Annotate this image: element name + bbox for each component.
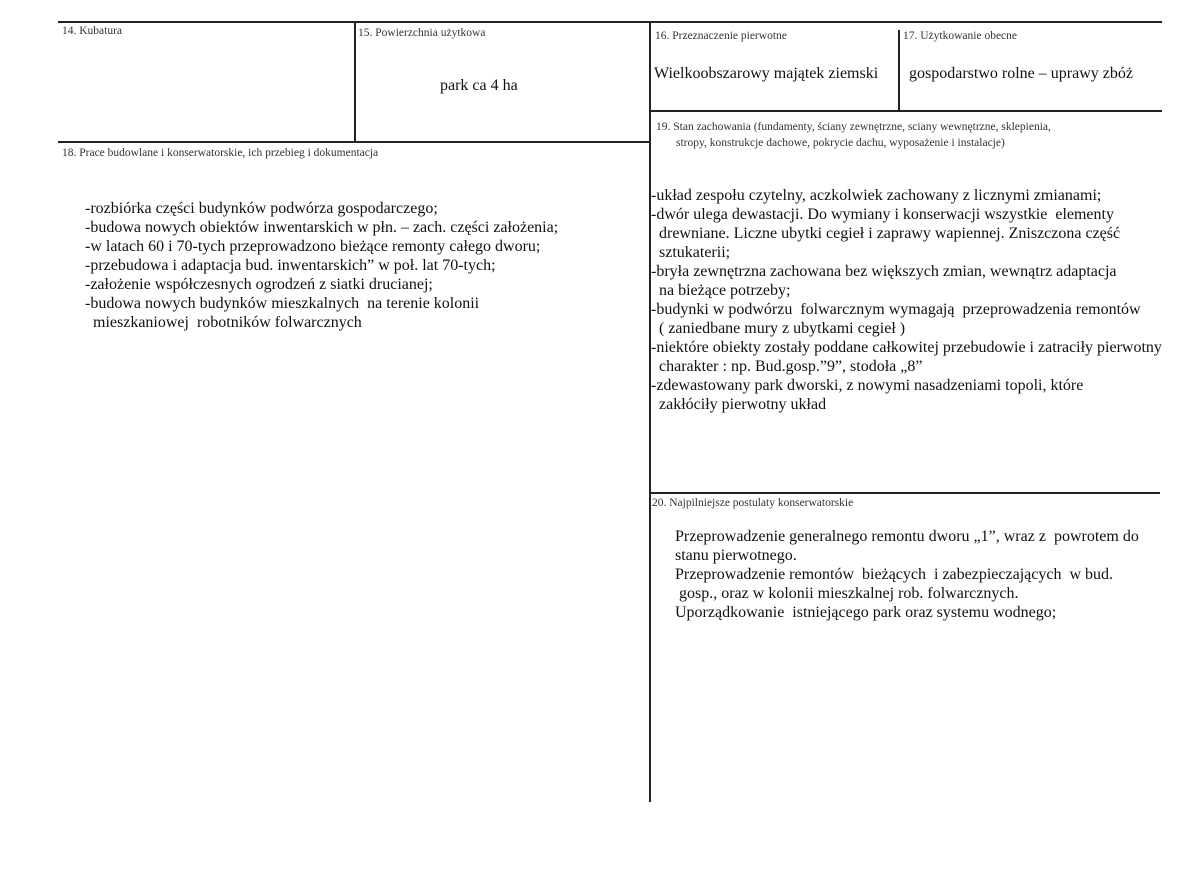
field-14-label: 14. Kubatura (62, 25, 123, 37)
field-19-line: zakłóciły pierwotny układ (651, 396, 827, 413)
field-20-line: Przeprowadzenie remontów bieżących i zabezpieczających w bud. (675, 566, 1113, 583)
field-18-line: mieszkaniowej robotników folwarcznych (85, 314, 362, 331)
field-16-label: 16. Przeznaczenie pierwotne (655, 30, 787, 42)
top-rule (58, 21, 1162, 23)
field-20-line: stanu pierwotnego. (675, 547, 797, 564)
rule-left-18 (58, 141, 650, 143)
field-18-line: -rozbiórka części budynków podwórza gospodarczego; (85, 200, 438, 217)
field-19-line: -niektóre obiekty zostały poddane całkowitej przebudowie i zatraciły pierwotny (651, 339, 1162, 356)
field-18-line: -założenie współczesnych ogrodzeń z siatki drucianej; (85, 276, 433, 293)
field-19-content (651, 186, 1199, 414)
field-19-line: na bieżące potrzeby; (651, 282, 791, 299)
field-17-value: gospodarstwo rolne – uprawy zbóż (909, 65, 1133, 82)
field-18-content (85, 199, 558, 332)
field-19-line: -zdewastowany park dworski, z nowymi nasadzeniami topoli, które (651, 377, 1084, 394)
field-19-line: ( zaniedbane mury z ubytkami cegieł ) (651, 320, 906, 337)
field-19-label-cont: stropy, konstrukcje dachowe, pokrycie dachu, wyposażenie i instalacje) (676, 137, 1005, 149)
field-20-line: gosp., oraz w kolonii mieszkalnej rob. folwarcznych. (675, 585, 1019, 602)
field-19-line: -układ zespołu czytelny, aczkolwiek zachowany z licznymi zmianami; (651, 187, 1102, 204)
field-19-label: 19. Stan zachowania (fundamenty, ściany zewnętrzne, sciany wewnętrzne, sklepienia, (656, 121, 1051, 133)
field-19-line: charakter : np. Bud.gosp.”9”, stodoła „8” (651, 358, 923, 375)
field-18-line: -budowa nowych obiektów inwentarskich w płn. – zach. części założenia; (85, 219, 559, 236)
field-18-line: -przebudowa i adaptacja bud. inwentarskich” w poł. lat 70-tych; (85, 257, 496, 274)
rule-right-top (650, 110, 1162, 112)
field-15-label: 15. Powierzchnia użytkowa (358, 27, 486, 39)
field-16-value: Wielkoobszarowy majątek ziemski (654, 65, 879, 82)
field-15-value: park ca 4 ha (440, 77, 518, 94)
rule-right-20 (650, 492, 1160, 494)
field-18-line: -w latach 60 i 70-tych przeprowadzono bieżące remonty całego dworu; (85, 238, 541, 255)
field-19-line: -dwór ulega dewastacji. Do wymiany i konserwacji wszystkie elementy (651, 206, 1114, 223)
field-19-line: sztukaterii; (651, 244, 731, 261)
divider-16-17 (898, 30, 900, 111)
divider-14-15 (354, 22, 356, 142)
field-19-line: -bryła zewnętrzna zachowana bez większych zmian, wewnątrz adaptacja (651, 263, 1117, 280)
field-18-line: -budowa nowych budynków mieszkalnych na terenie kolonii (85, 295, 480, 312)
field-18-label: 18. Prace budowlane i konserwatorskie, ich przebieg i dokumentacja (62, 147, 379, 159)
field-19-line: drewniane. Liczne ubytki cegieł i zaprawy wapiennej. Zniszczona część (651, 225, 1121, 242)
field-17-label: 17. Użytkowanie obecne (903, 30, 1018, 42)
field-20-label: 20. Najpilniejsze postulaty konserwatorskie (652, 497, 854, 509)
field-20-content (675, 527, 1139, 622)
field-20-line: Przeprowadzenie generalnego remontu dworu „1”, wraz z powrotem do (675, 528, 1139, 545)
field-19-line: -budynki w podwórzu folwarcznym wymagają przeprowadzenia remontów (651, 301, 1141, 318)
field-20-line: Uporządkowanie istniejącego park oraz systemu wodnego; (675, 604, 1057, 621)
